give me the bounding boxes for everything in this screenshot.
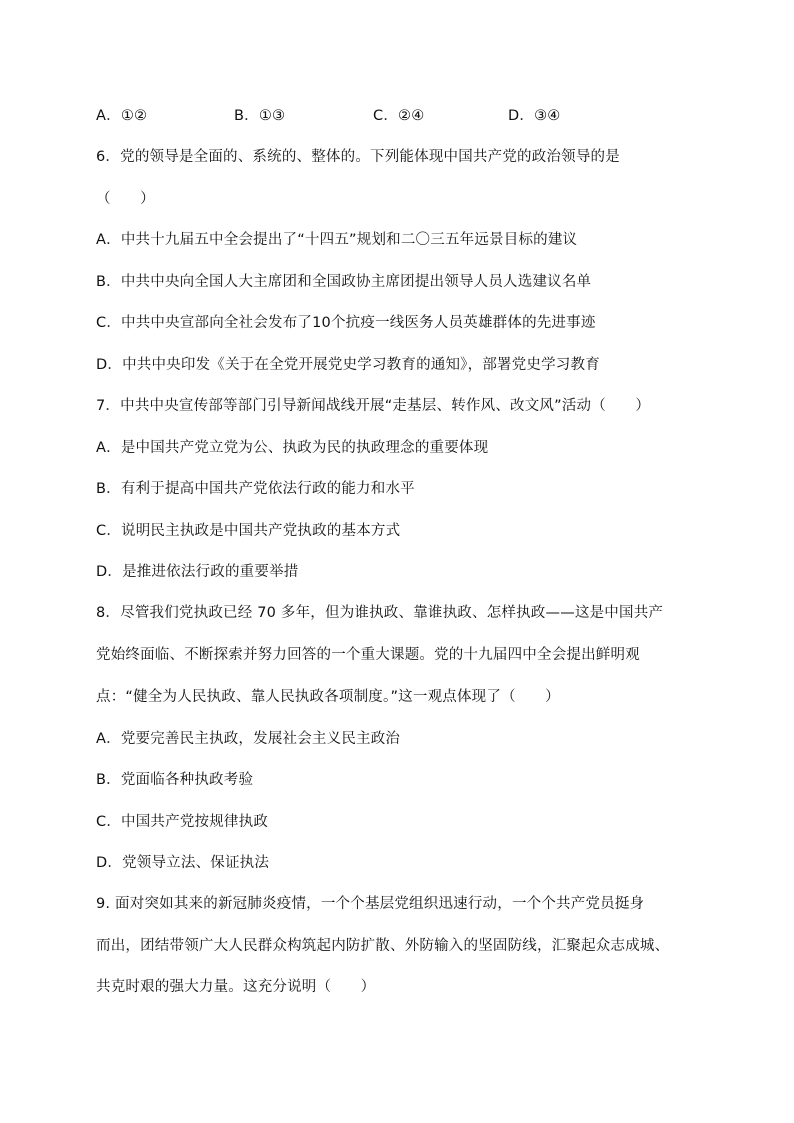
q8-option-c: C．中国共产党按规律执政 [96,814,269,830]
q8-stem-line2: 党始终面临、不断探索并努力回答的一个重大课题。党的十九届四中全会提出鲜明观 [96,647,640,663]
q6-option-b: B．中共中央向全国人大主席团和全国政协主席团提出领导人员人选建议名单 [96,274,592,290]
q8-stem-line1: 8．尽管我们党执政已经 70 多年，但为谁执政、靠谁执政、怎样执政——这是中国共产 [96,605,664,621]
q6-option-d: D．中共中央印发《关于在全党开展党史学习教育的通知》，部署党史学习教育 [96,357,600,373]
q8-option-d: D．党领导立法、保证执法 [96,855,270,871]
q6-option-a: A．中共十九届五中全会提出了“十四五”规划和二〇三五年远景目标的建议 [96,232,578,248]
q9-stem-line2: 而出，团结带领广大人民群众构筑起内防扩散、外防输入的坚固防线，汇聚起众志成城、 [96,938,670,954]
q7-option-c: C．说明民主执政是中国共产党执政的基本方式 [96,523,401,539]
q6-stem-line2: （ ） [96,191,155,207]
q7-option-a: A．是中国共产党立党为公、执政为民的执政理念的重要体现 [96,440,489,456]
q8-option-a: A．党要完善民主执政，发展社会主义民主政治 [96,731,401,747]
q5-option-d: D．③④ [508,108,561,124]
q7-option-d: D．是推进依法行政的重要举措 [96,564,299,580]
q5-option-c: C．②④ [373,108,425,124]
q7-option-b: B．有利于提高中国共产党依法行政的能力和水平 [96,481,415,497]
q8-option-b: B．党面临各种执政考验 [96,772,254,788]
q9-stem-line1: 9. 面对突如其来的新冠肺炎疫情，一个个基层党组织迅速行动，一个个共产党员挺身 [96,896,645,912]
q8-stem-line3: 点：“健全为人民执政、靠人民执政各项制度。”这一观点体现了（ ） [96,689,560,705]
q5-option-b: B．①③ [234,108,286,124]
q7-stem: 7．中共中央宣传部等部门引导新闻战线开展“走基层、转作风、改文风”活动（ ） [96,398,651,414]
q9-stem-line3: 共克时艰的强大力量。这充分说明（ ） [96,979,376,995]
q5-option-a: A．①② [96,108,148,124]
q6-stem-line1: 6．党的领导是全面的、系统的、整体的。下列能体现中国共产党的政治领导的是 [96,149,620,165]
q6-option-c: C．中共中央宣部向全社会发布了10个抗疫一线医务人员英雄群体的先进事迹 [96,315,596,331]
